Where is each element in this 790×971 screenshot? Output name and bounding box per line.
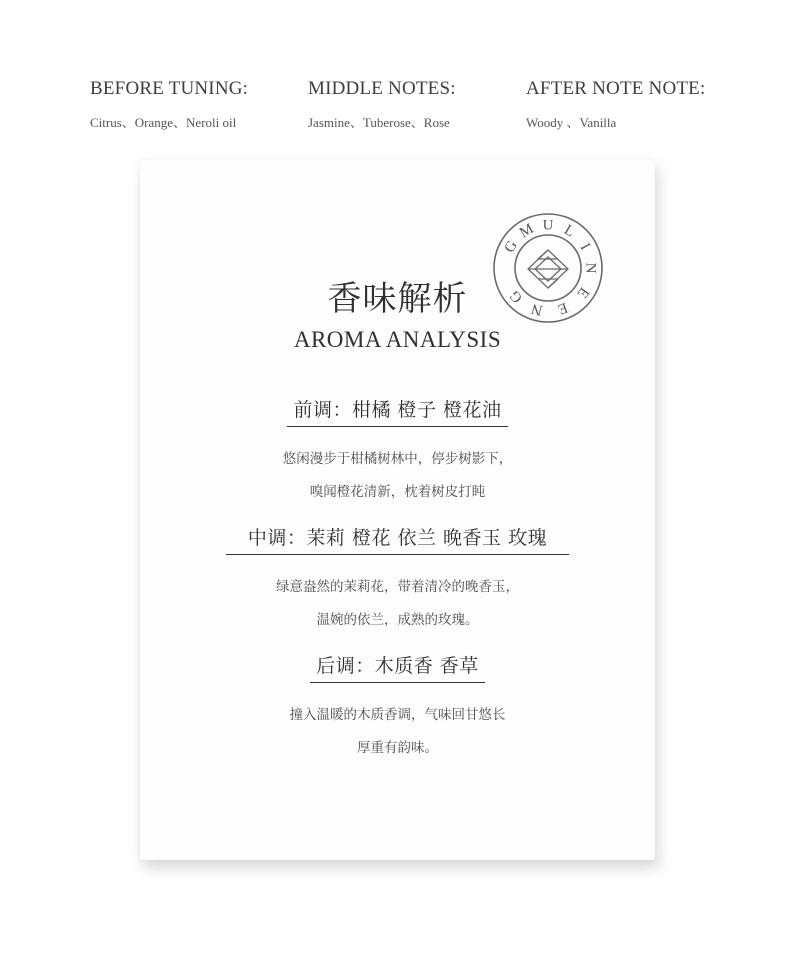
middle-note-line-1: 绿意盎然的茉莉花，带着清冷的晚香玉， [276, 579, 519, 595]
middle-notes-column [308, 78, 456, 131]
base-note-line-2: 厚重有韵味。 [357, 740, 438, 756]
top-notes-title: BEFORE TUNING: [90, 78, 249, 99]
seal-letter: G [501, 238, 521, 256]
base-notes-title: AFTER NOTE NOTE: [526, 78, 706, 99]
card-title-english: AROMA ANALYSIS [293, 327, 502, 352]
top-note-line-2: 嗅闻橙花清新，枕着树皮打盹 [309, 484, 486, 500]
seal-letter: L [561, 221, 578, 241]
seal-letter: N [582, 262, 599, 274]
aroma-analysis-card [140, 160, 655, 860]
base-notes-column [526, 78, 705, 131]
top-notes-column [90, 78, 248, 131]
seal-letter: U [542, 217, 554, 234]
top-note-heading: 前调：柑橘 橙子 橙花油 [287, 395, 507, 427]
seal-letter: E [555, 298, 570, 318]
top-note-line-1: 悠闲漫步于柑橘树林中，停步树影下， [282, 451, 513, 467]
middle-note-section [140, 523, 655, 637]
middle-note-heading: 中调：茉莉 橙花 依兰 晚香玉 玫瑰 [226, 523, 569, 555]
base-note-heading: 后调：木质香 香草 [310, 651, 485, 683]
base-note-description [140, 699, 655, 765]
seal-letter: E [573, 284, 592, 301]
seal-letter: N [529, 299, 545, 319]
top-note-description [140, 443, 655, 509]
base-note-line-1: 撞入温暖的木质香调，气味回甘悠长 [289, 707, 506, 723]
middle-note-line-2: 温婉的依兰，成熟的玫瑰。 [316, 612, 479, 628]
middle-notes-title: MIDDLE NOTES: [308, 78, 456, 99]
middle-note-description [140, 571, 655, 637]
top-note-section [140, 395, 655, 509]
card-title-chinese: 香味解析 [327, 279, 468, 319]
seal-letter: M [516, 220, 537, 242]
base-note-section [140, 651, 655, 765]
top-notes-items: Citrus、Orange、Neroli oil [90, 115, 237, 130]
middle-notes-items: Jasmine、Tuberose、Rose [308, 115, 450, 130]
seal-letter: I [576, 240, 593, 253]
base-notes-items: Woody 、Vanilla [526, 115, 617, 130]
seal-letter: G [506, 287, 526, 306]
